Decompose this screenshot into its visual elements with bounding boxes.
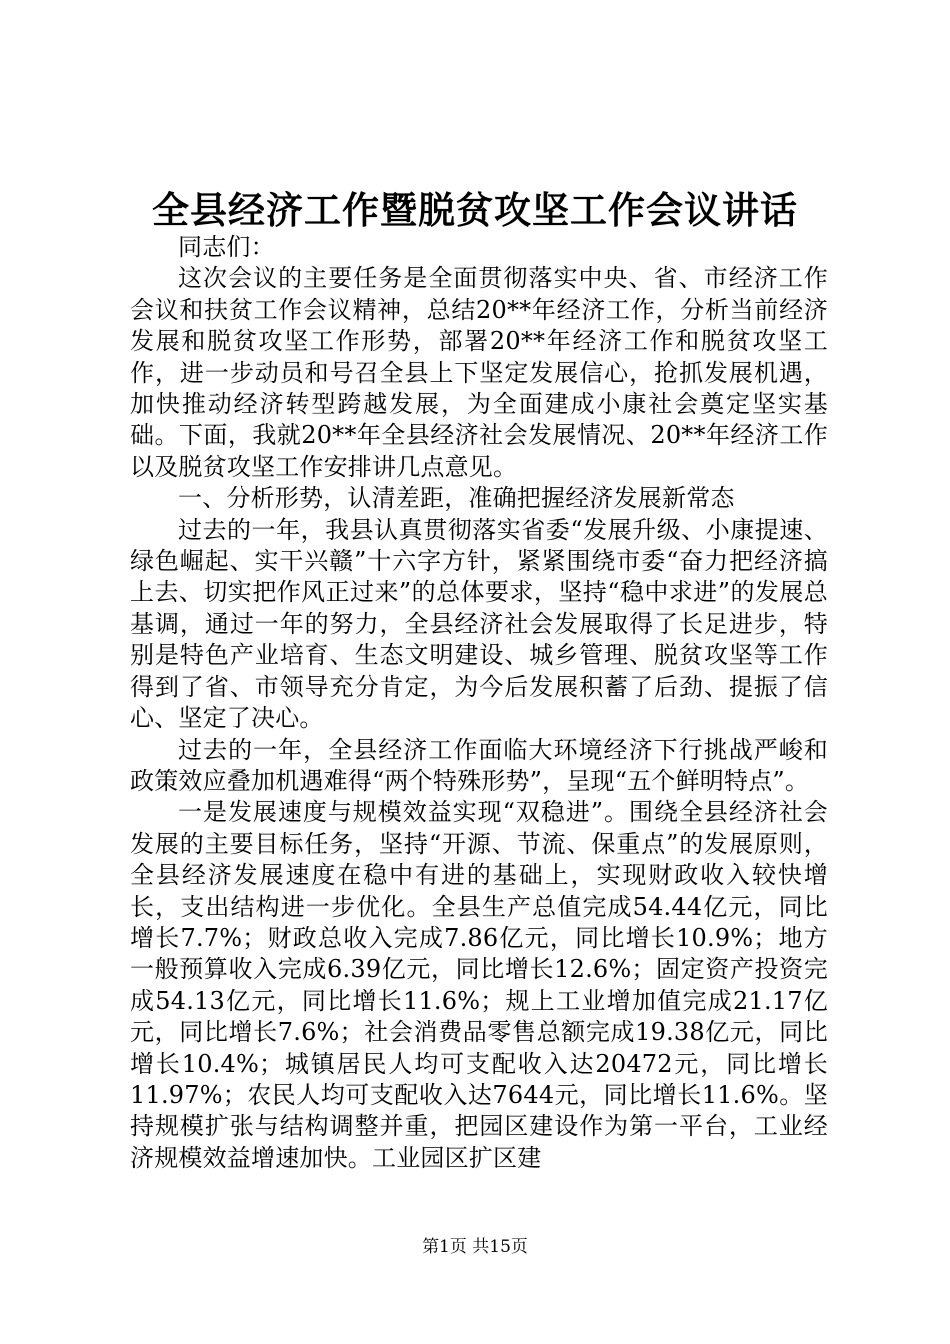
document-title: 全县经济工作暨脱贫攻坚工作会议讲话 [152, 188, 798, 232]
body-paragraph: 过去的一年，全县经济工作面临大环境经济下行挑战严峻和政策效应叠加机遇难得“两个特殊形势”，呈现“五个鲜明特点”。 [130, 735, 828, 795]
page-footer: 第1页 共15页 [422, 1237, 528, 1257]
section-heading: 一、分析形势，认清差距，准确把握经济发展新常态 [178, 484, 735, 513]
salutation-paragraph: 同志们： [178, 233, 275, 261]
document-body [130, 232, 828, 1174]
body-paragraph: 过去的一年，我县认真贯彻落实省委“发展升级、小康提速、绿色崛起、实干兴赣”十六字方针，紧紧围绕市委“奋力把经济搞上去、切实把作风正过来”的总体要求，坚持“稳中求进”的发展总基调，通过一年的努力，全县经济社会发展取得了长足进步，特别是特色产业培育、生态文明建设、城乡管理、脱贫攻坚等工作得到了省、市领导充分肯定，为今后发展积蓄了后劲、提振了信心、坚定了决心。 [130, 515, 828, 733]
intro-paragraph: 这次会议的主要任务是全面贯彻落实中央、省、市经济工作会议和扶贫工作会议精神，总结20**年经济工作，分析当前经济发展和脱贫攻坚工作形势，部署20**年经济工作和脱贫攻坚工作，进一步动员和号召全县上下坚定发展信心，抢抓发展机遇，加快推动经济转型跨越发展，为全面建成小康社会奠定坚实基础。下面，我就20**年全县经济社会发展情况、20**年经济工作以及脱贫攻坚工作安排讲几点意见。 [130, 264, 828, 481]
body-paragraph: 一是发展速度与规模效益实现“双稳进”。围绕全县经济社会发展的主要目标任务，坚持“开源、节流、保重点”的发展原则，全县经济发展速度在稳中有进的基础上，实现财政收入较快增长，支出结构进一步优化。全县生产总值完成54.44亿元，同比增长7.7%；财政总收入完成7.86亿元，同比增长10.9%；地方一般预算收入完成6.39亿元，同比增长12.6%；固定资产投资完成54.13亿元，同比增长11.6%；规上工业增加值完成21.17亿元，同比增长7.6%；社会消费品零售总额完成19.38亿元，同比增长10.4%；城镇居民人均可支配收入达20472元，同比增长11.97%；农民人均可支配收入达7644元，同比增长11.6%。坚持规模扩张与结构调整并重，把园区建设作为第一平台，工业经济规模效益增速加快。工业园区扩区建 [130, 798, 828, 1172]
